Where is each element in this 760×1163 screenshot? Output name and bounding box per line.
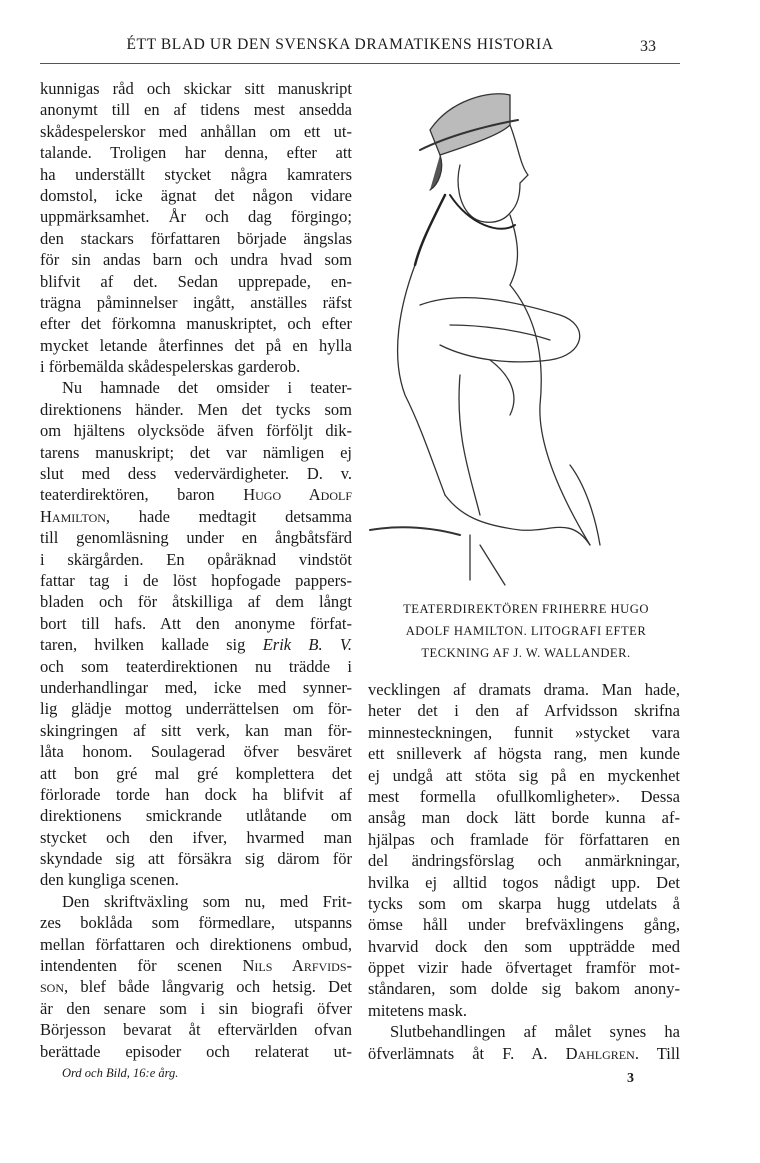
figure-caption [372, 598, 680, 664]
text-line: Slutbehandlingen af målet synes ha [390, 1022, 680, 1042]
text-line: stycket och den ifver, hvarmed man [40, 827, 352, 847]
text-line [40, 976, 352, 997]
header-rule [40, 63, 680, 64]
text-line: mitetens mask. [368, 1000, 467, 1020]
caption-line: ADOLF HAMILTON. LITOGRAFI EFTER [405, 624, 647, 638]
text-line: den stackars författaren började ängslas [40, 228, 352, 248]
text-line: hvarvid dock den som uppträdde med [368, 936, 680, 956]
small-caps-name: Dahlgren [565, 1043, 635, 1063]
text-segment: , blef både långvarig och hetsig. Det [64, 977, 352, 997]
text-line: lig glädje mottog underrättelsen om för- [40, 699, 352, 719]
text-line: trägna påminnelser ingått, anställes räfst [40, 292, 352, 312]
right-column [368, 679, 680, 1064]
text-line: direktionens händer. Men det tycks som [40, 399, 352, 419]
text-line: skådespelerskor med anhållan om ett ut- [40, 121, 352, 141]
text-line: Nu hamnade det omsider i teater- [62, 378, 352, 398]
text-line [40, 484, 352, 505]
text-line: heter det i den af Arfvidsson skrifna [368, 701, 680, 721]
text-segment: , hade medtagit detsamma [105, 506, 352, 526]
text-line: fattar tag i de löst hopfogade pappers- [40, 570, 352, 590]
text-line: i förbemälda skådespelerskas garderob. [40, 357, 301, 377]
text-line: zes boklåda som förmedlare, utspanns [40, 913, 352, 933]
text-line [368, 1043, 680, 1064]
text-line: ej undgå att stöta sig på en myckenhet [368, 765, 680, 785]
text-line: bort till hafs. Att den anonyme förfat- [40, 613, 352, 633]
text-line: om hjältens olycksöde äfven förföljt dik- [40, 421, 352, 441]
text-line: uppmärksamhet. År och dag förgingo; [40, 207, 352, 227]
text-line: är den senare som i sin biografi öfver [40, 998, 352, 1018]
text-line: mest formella ofullkomligheter». Dessa [368, 786, 680, 806]
text-line: direktionens smickrande utlåtande om [40, 806, 352, 826]
small-caps-name: son [40, 977, 65, 997]
text-line: mellan författaren och direktionens ombud, [40, 934, 352, 954]
text-line: vecklingen af dramats drama. Man hade, [368, 680, 680, 699]
text-line: anonymt till en af tidens mest ansedda [40, 100, 352, 120]
text-line: ha underställt stycket några kamraters [40, 164, 352, 184]
text-line: underhandlingar med, icke med synner- [40, 677, 352, 697]
text-line: tarens manuskript; det var nämligen ej [40, 442, 352, 462]
page-number: 33 [640, 38, 656, 55]
text-line [40, 506, 352, 527]
text-line: slut med dess vedervärdigheter. D. v. [40, 464, 352, 484]
text-segment: öfverlämnats åt F. A. [368, 1043, 566, 1063]
text-line [40, 955, 352, 976]
text-segment: . Till [634, 1043, 680, 1063]
caption-line: TECKNING AF J. W. WALLANDER. [421, 646, 631, 660]
text-line: till genomläsning under en ångbåtsfärd [40, 528, 352, 548]
text-line: skingringen af sitt verk, kan man för- [40, 720, 352, 740]
signature-mark: 3 [627, 1071, 634, 1086]
text-line: del ändringsförslag och anmärkningar, [368, 851, 680, 871]
text-line: hvilka ej alltid togos nådigt upp. Det [368, 872, 680, 892]
text-line: ett snilleverk af högsta rang, men kunde [368, 744, 680, 764]
text-line: berättade episoder och relaterat ut- [40, 1041, 352, 1061]
small-caps-name: Hamilton [40, 506, 106, 526]
small-caps-name: Hugo Adolf [243, 485, 352, 505]
text-segment: taren, hvilken kallade sig [40, 635, 263, 655]
portrait-illustration [360, 75, 690, 590]
text-line: efter det förkomna manuskriptet, och efter [40, 314, 352, 334]
caption-line: TEATERDIREKTÖREN FRIHERRE HUGO [403, 602, 649, 616]
text-line: Börjesson bevarat åt eftervärlden ofvan [40, 1020, 352, 1040]
text-line: minnesteckningen, funnit »stycket vara [368, 722, 680, 742]
text-line: mycket letande återfinnes det på en hylla [40, 335, 352, 355]
source-footer: Ord och Bild, 16:e årg. [62, 1066, 179, 1080]
text-segment: intendenten för scenen [40, 956, 243, 976]
text-line: förlorade torde han dock ha blifvit af [40, 784, 352, 804]
text-line: och som teaterdirektionen nu trädde i [40, 656, 352, 676]
text-line: domstol, icke ägnat det någon vidare [40, 185, 352, 205]
text-line: låta honom. Soulagerad öfver besväret [40, 742, 352, 762]
running-header: ÉTT BLAD UR DEN SVENSKA DRAMATIKENS HISTORIA [126, 36, 554, 53]
text-line: öppet vizir hade öfvertaget framför mot- [368, 958, 680, 978]
text-line: för sin andas barn och undra hvad som [40, 250, 352, 270]
text-line: Den skriftväxling som nu, med Frit- [62, 891, 352, 911]
text-line: bladen och för åtskilliga af dem långt [40, 592, 352, 612]
italic-text: Erik B. V. [262, 635, 352, 655]
text-segment: teaterdirektören, baron [40, 485, 244, 505]
text-line: kunnigas råd och skickar sitt manuskript [40, 79, 352, 98]
text-line: i skärgården. En opåräknad vindstöt [40, 549, 352, 569]
text-line: ståndaren, som dolde sig bakom anony- [368, 979, 680, 999]
text-line: tycks som om skarpa hugg utdelats å [368, 893, 680, 913]
text-line: blifvit af det. Sedan upprepade, en- [40, 271, 352, 291]
left-column [40, 78, 352, 1062]
text-line: talande. Troligen har denna, efter att [40, 143, 352, 163]
text-line: ömse håll under brefväxlingens gång, [368, 915, 680, 935]
text-line: ansåg man dock lätt borde kunna af- [368, 808, 680, 828]
text-line: den kungliga scenen. [40, 870, 179, 890]
text-line: skyndade sig att försäkra sig därom för [40, 849, 352, 869]
text-line: hjälpas och framlade för författaren en [368, 829, 680, 849]
text-line: att bon gré mal gré komplettera det [40, 763, 352, 783]
small-caps-name: Nils Arfvids- [242, 956, 352, 976]
text-line [40, 634, 352, 655]
